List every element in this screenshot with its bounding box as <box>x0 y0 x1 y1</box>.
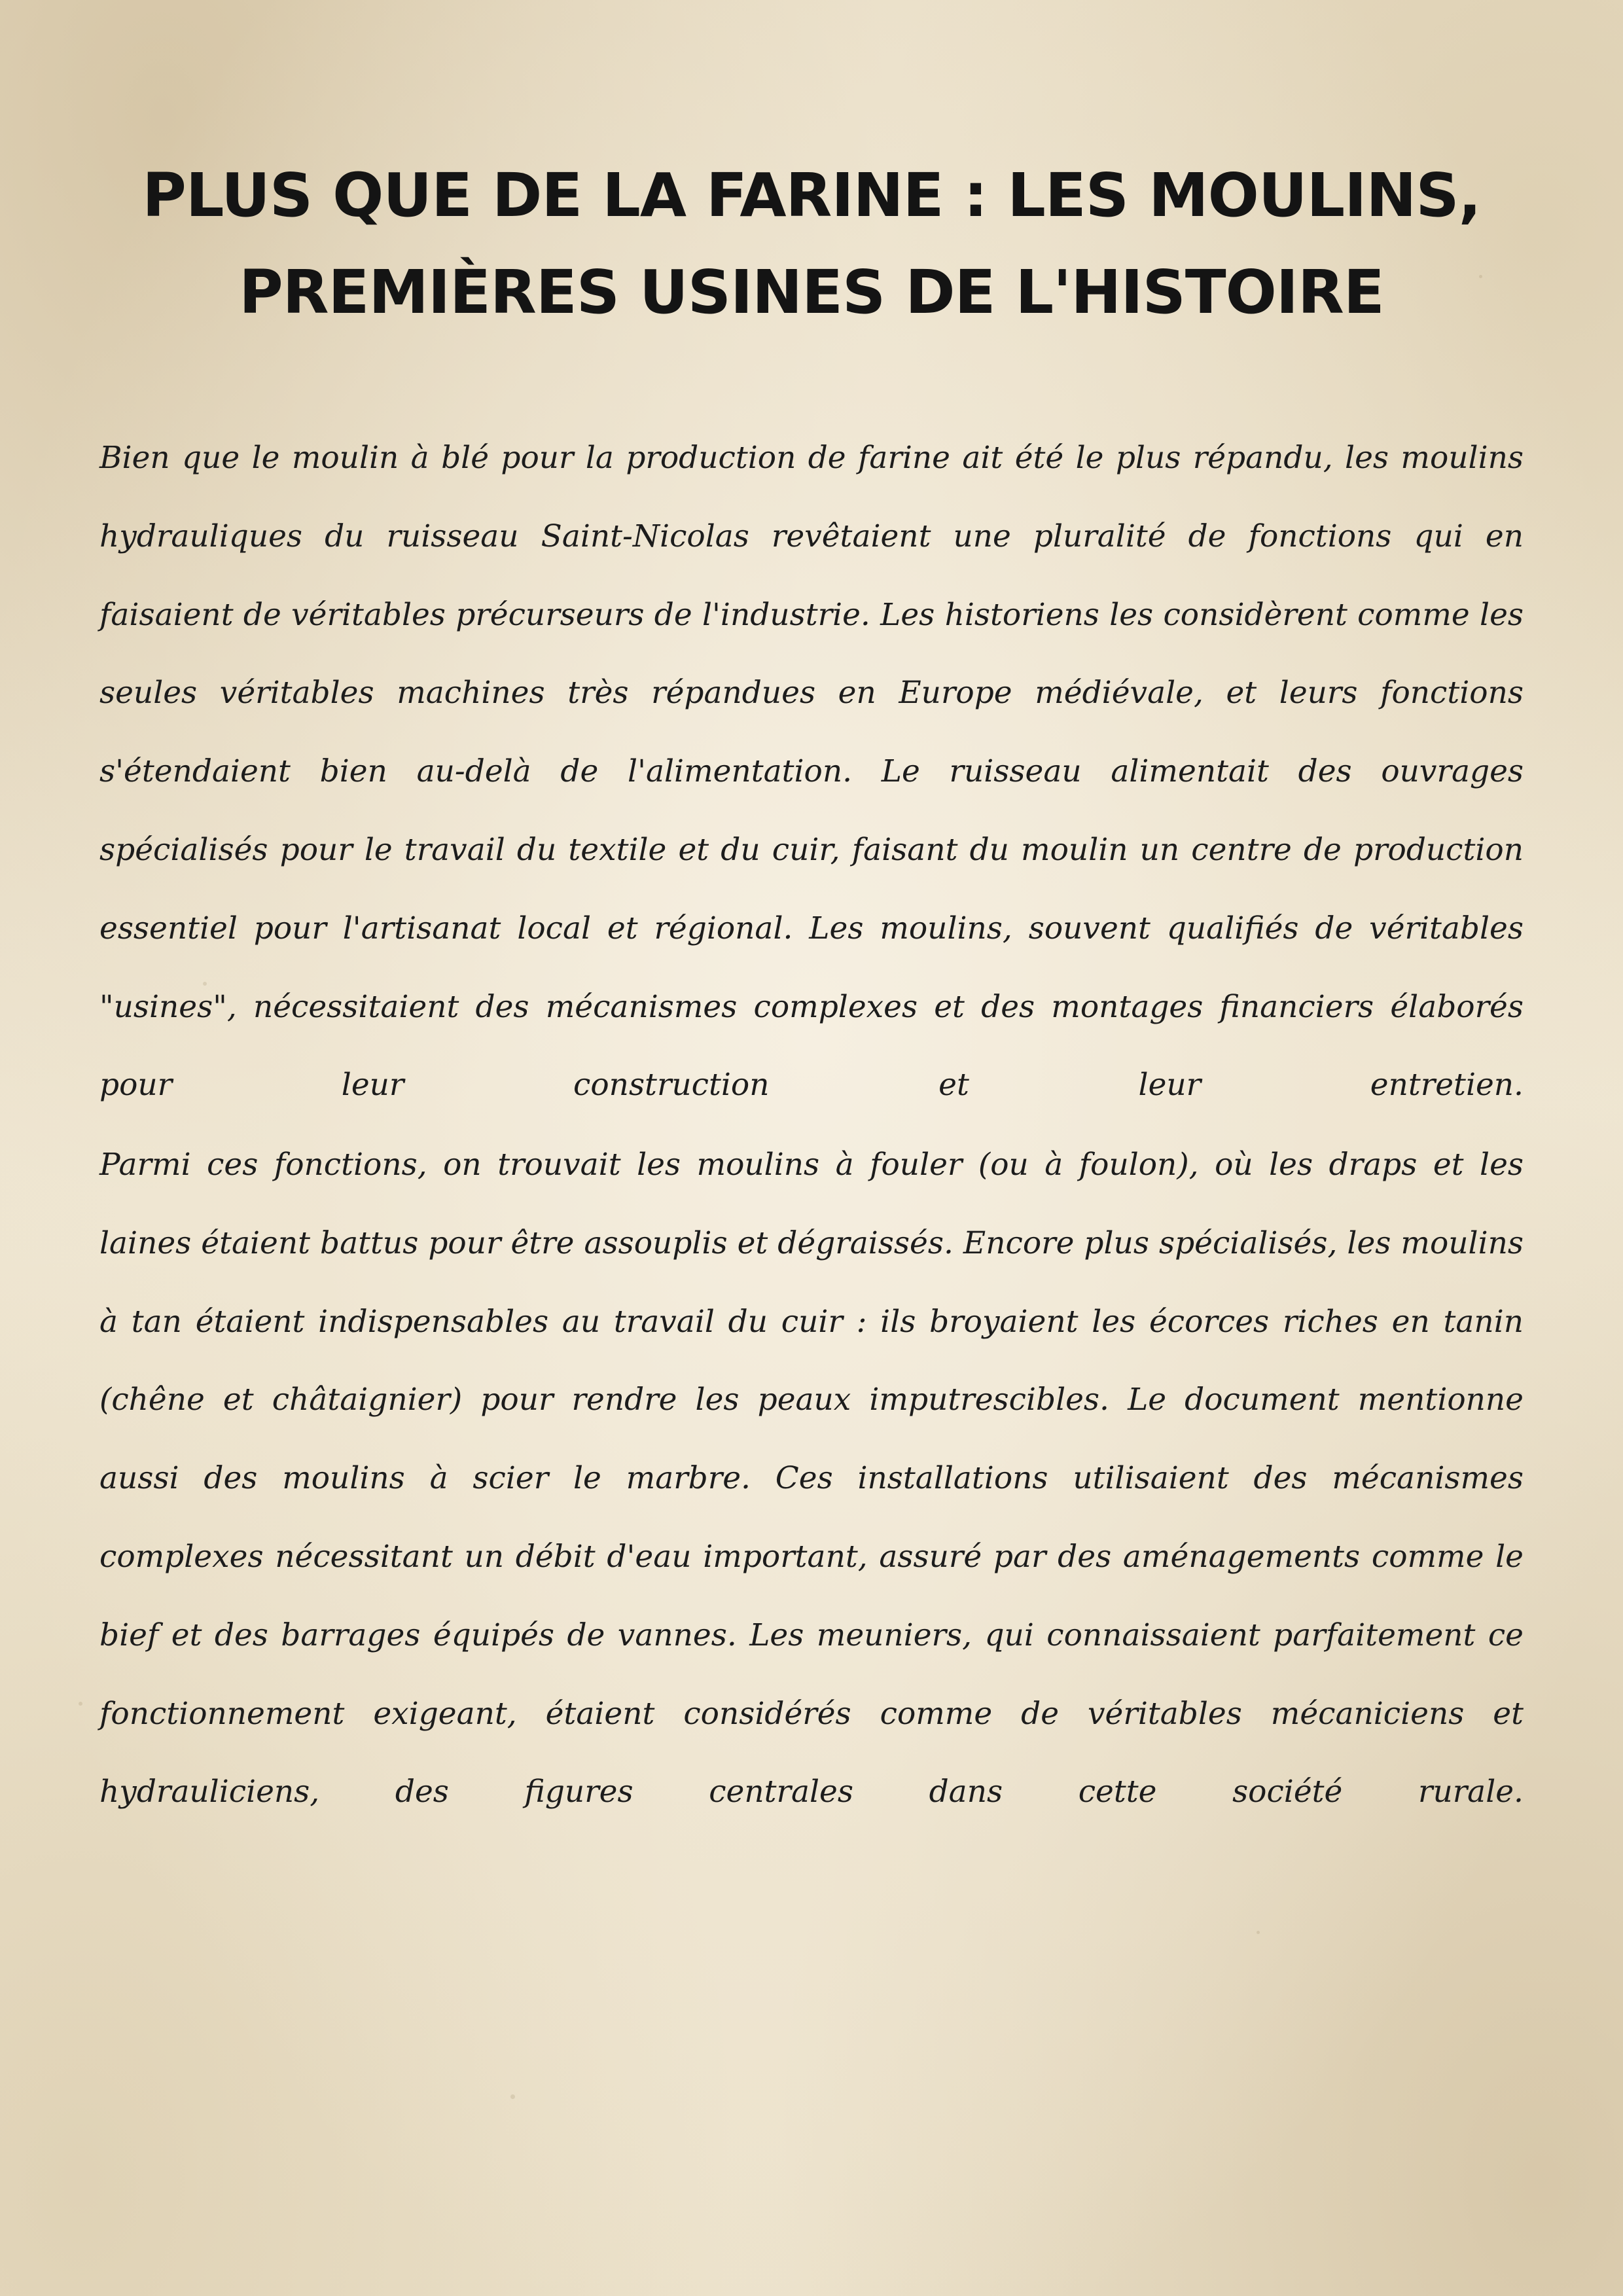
page-title <box>105 147 1518 341</box>
title-line-2: PREMIÈRES USINES DE L'HISTOIRE <box>239 257 1384 327</box>
paper-speck <box>79 1702 82 1706</box>
body-paragraph-1: Bien que le moulin à blé pour la production de farine ait été le plus répandu, les moulins hydrauliques du ruisseau Saint-Nicolas revêtaient une pluralité de fonctions qui en faisaient de véritables précurseurs de l'industrie. Les historiens les considèrent comme les seules véritables machines très répandues en Europe médiévale, et leurs fonctions s'étendaient bien au-delà de l'alimentation. Le ruisseau alimentait des ouvrages spécialisés pour le travail du textile et du cuir, faisant du moulin un centre de production essentiel pour l'artisanat local et régional. Les moulins, souvent qualifiés de véritables "usines", nécessitaient des mécanismes complexes et des montages financiers élaborés pour leur construction et leur entretien. <box>99 440 1524 1103</box>
paper-speck <box>1257 1931 1260 1934</box>
paper-speck <box>510 2094 515 2099</box>
title-line-1: PLUS QUE DE LA FARINE : LES MOULINS, <box>142 160 1481 230</box>
body-paragraph-2: Parmi ces fonctions, on trouvait les moulins à fouler (ou à foulon), où les draps et les laines étaient battus pour être assouplis et dégraissés. Encore plus spécialisés, les moulins à tan étaient indispensables au travail du cuir : ils broyaient les écorces riches en tanin (chêne et châtaignier) pour rendre les peaux imputrescibles. Le document mentionne aussi des moulins à scier le marbre. Ces installations utilisaient des mécanismes complexes nécessitant un débit d'eau important, assuré par des aménagements comme le bief et des barrages équipés de vannes. Les meuniers, qui connaissaient parfaitement ce fonctionnement exigeant, étaient considérés comme de véritables mécaniciens et hydrauliciens, des figures centrales dans cette société rurale. <box>99 1147 1524 1810</box>
